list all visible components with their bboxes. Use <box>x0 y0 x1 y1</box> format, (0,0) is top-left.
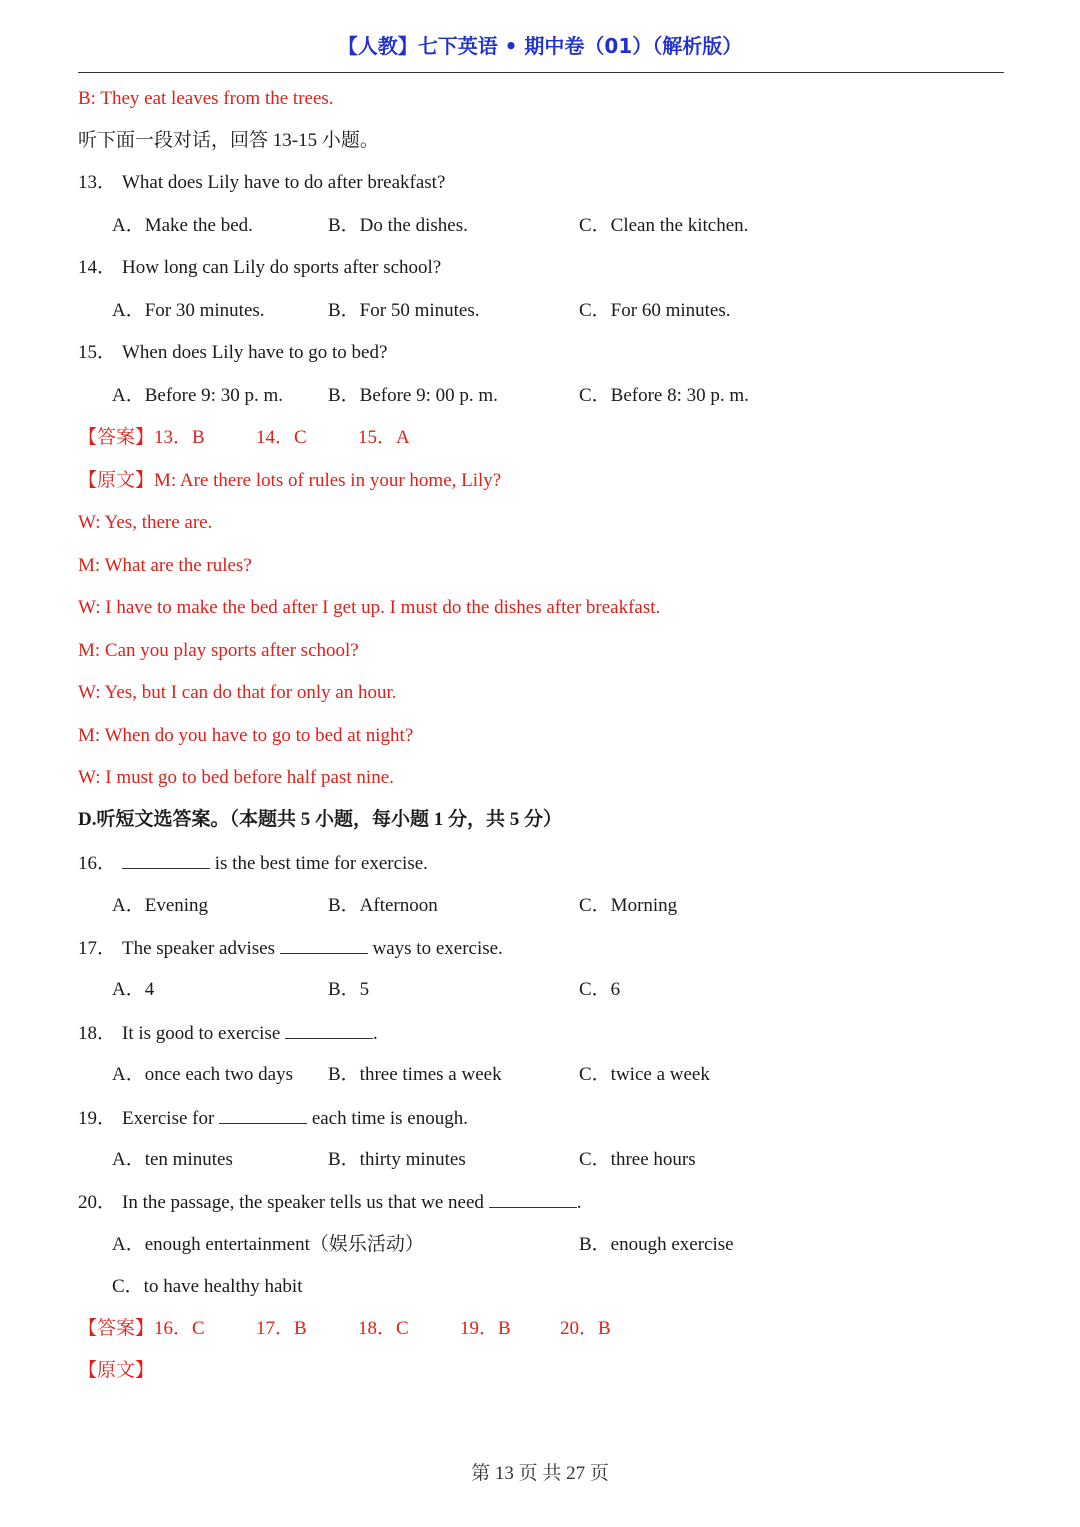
option-b: B．three times a week <box>328 1064 502 1085</box>
option-c: C．Clean the kitchen. <box>579 215 749 236</box>
transcript-line-7: M: When do you have to go to bed at night? <box>78 725 414 746</box>
question-number: 20． <box>78 1192 117 1213</box>
option-c: C．Before 8: 30 p. m. <box>579 385 749 406</box>
option-a: A．Evening <box>112 895 209 916</box>
transcript-d-label: 【原文】 <box>78 1360 155 1381</box>
transcript-line-4: W: I have to make the bed after I get up. I must do the dishes after breakfast. <box>78 597 661 618</box>
question-19-options <box>112 1145 1012 1175</box>
question-17-options <box>112 975 1012 1005</box>
answer-line-c <box>78 423 410 453</box>
option-a: A．4 <box>112 979 155 1000</box>
answer-item: 18．C <box>358 1318 409 1339</box>
answer-item: 13．B <box>154 427 205 448</box>
option-b: B．Afternoon <box>328 895 438 916</box>
answer-line-d <box>78 1314 611 1344</box>
option-b: B．For 50 minutes. <box>328 300 480 321</box>
page-footer: 第 13 页 共 27 页 <box>471 1463 609 1484</box>
option-b: B．Before 9: 00 p. m. <box>328 385 498 406</box>
answer-item: 20．B <box>560 1318 611 1339</box>
answer-blank <box>280 933 368 954</box>
question-13-options <box>112 211 1012 241</box>
answer-item: 15．A <box>358 427 410 448</box>
answer-item: 17．B <box>256 1318 307 1339</box>
answer-item: 19．B <box>460 1318 511 1339</box>
question-number: 14． <box>78 257 117 278</box>
document-header: 【人教】七下英语 • 期中卷（01）（解析版） <box>337 34 743 58</box>
option-a: A．Before 9: 30 p. m. <box>112 385 283 406</box>
section-c-instruction: 听下面一段对话，回答 13-15 小题。 <box>78 130 379 151</box>
question-15-options <box>112 381 1012 411</box>
question-14 <box>78 253 441 283</box>
question-17: 17． The speaker advises ways to exercise. <box>78 933 503 963</box>
question-number: 16． <box>78 853 117 874</box>
answer-item: 14．C <box>256 427 307 448</box>
question-text: What does Lily have to do after breakfast? <box>122 172 446 193</box>
option-c: C．three hours <box>579 1149 696 1170</box>
option-a: A．For 30 minutes. <box>112 300 265 321</box>
question-13 <box>78 168 445 198</box>
question-number: 18． <box>78 1023 117 1044</box>
question-16-options <box>112 891 1012 921</box>
option-b: B．Do the dishes. <box>328 215 468 236</box>
question-text: How long can Lily do sports after school? <box>122 257 442 278</box>
question-16: 16． is the best time for exercise. <box>78 848 428 878</box>
previous-answer-line: B: They eat leaves from the trees. <box>78 88 334 109</box>
answer-blank <box>122 848 210 869</box>
transcript-line-6: W: Yes, but I can do that for only an hour. <box>78 682 397 703</box>
transcript-line-3: M: What are the rules? <box>78 555 252 576</box>
question-20: 20． In the passage, the speaker tells us that we need . <box>78 1187 581 1217</box>
option-c: C．For 60 minutes. <box>579 300 731 321</box>
option-c: C．Morning <box>579 895 678 916</box>
option-b: B．enough exercise <box>579 1234 734 1255</box>
question-15 <box>78 338 387 368</box>
answer-blank <box>285 1018 373 1039</box>
question-14-options <box>112 296 1012 326</box>
option-a: A．once each two days <box>112 1064 293 1085</box>
answer-label: 【答案】 <box>78 427 155 448</box>
section-d-title: D.听短文选答案。（本题共 5 小题，每小题 1 分，共 5 分） <box>78 809 562 830</box>
option-a: A．ten minutes <box>112 1149 233 1170</box>
question-18-options <box>112 1060 1012 1090</box>
option-a: A．enough entertainment（娱乐活动） <box>112 1234 424 1255</box>
option-c: C．twice a week <box>579 1064 710 1085</box>
transcript-label: 【原文】 <box>78 470 155 491</box>
question-number: 13． <box>78 172 117 193</box>
transcript-line-5: M: Can you play sports after school? <box>78 640 359 661</box>
question-number: 17． <box>78 938 117 959</box>
header-divider <box>78 72 1004 73</box>
transcript-line-1: 【原文】M: Are there lots of rules in your home, Lily? <box>78 470 502 491</box>
answer-blank <box>219 1103 307 1124</box>
question-19: 19． Exercise for each time is enough. <box>78 1103 468 1133</box>
option-b: B．5 <box>328 979 370 1000</box>
question-20-options-ab <box>112 1230 1012 1260</box>
question-number: 19． <box>78 1108 117 1129</box>
answer-blank <box>489 1187 577 1208</box>
question-20-option-c: C．to have healthy habit <box>112 1276 303 1297</box>
answer-label: 【答案】 <box>78 1318 155 1339</box>
transcript-line-8: W: I must go to bed before half past nine. <box>78 767 394 788</box>
question-text: When does Lily have to go to bed? <box>122 342 388 363</box>
transcript-line-2: W: Yes, there are. <box>78 512 213 533</box>
answer-item: 16．C <box>154 1318 205 1339</box>
option-a: A．Make the bed. <box>112 215 253 236</box>
question-number: 15． <box>78 342 117 363</box>
option-b: B．thirty minutes <box>328 1149 466 1170</box>
option-c: C．6 <box>579 979 621 1000</box>
question-18: 18． It is good to exercise . <box>78 1018 378 1048</box>
